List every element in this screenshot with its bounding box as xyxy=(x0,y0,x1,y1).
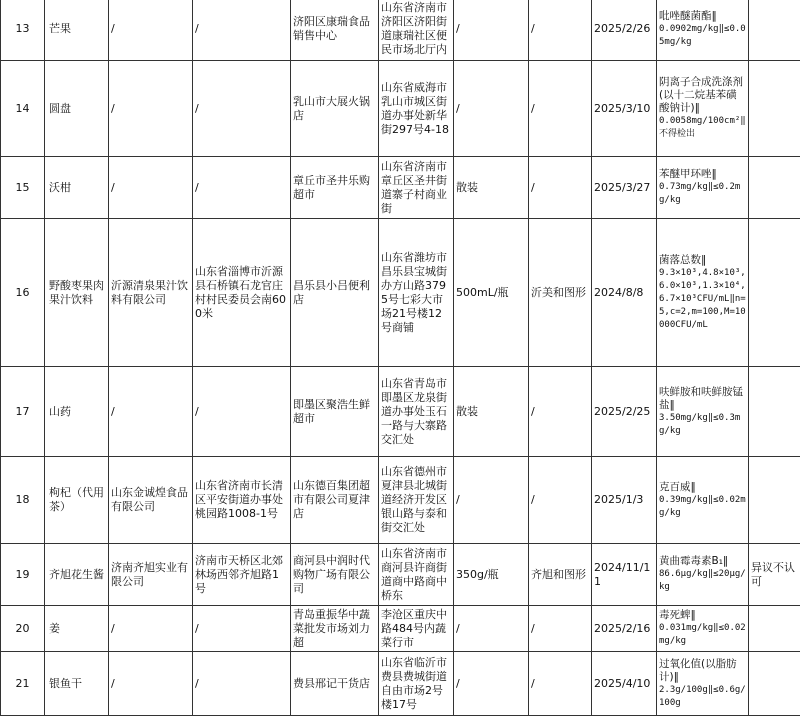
sample-name: 圆盘 xyxy=(45,61,109,157)
row-number: 18 xyxy=(1,457,45,544)
remark: 异议不认可 xyxy=(749,544,800,606)
brand: / xyxy=(529,157,592,219)
brand: / xyxy=(529,61,592,157)
brand: / xyxy=(529,652,592,716)
spec: / xyxy=(454,652,529,716)
spec: 散装 xyxy=(454,157,529,219)
seller-address: 山东省济南市商河县许商街道商中路商中桥东 xyxy=(379,544,454,606)
test-value: 3.50mg/kg‖≤0.3mg/kg xyxy=(659,412,741,436)
seller: 昌乐县小吕便利店 xyxy=(291,219,379,367)
test-value: 9.3×10³,4.8×10³,6.0×10³,1.3×10⁴,6.7×10³CFU/mL‖n=5,c=2,m=100,M=10000CFU/mL xyxy=(659,267,746,330)
seller: 青岛重振华中蔬菜批发市场刘力超 xyxy=(291,606,379,652)
production-date: 2024/8/8 xyxy=(592,219,657,367)
row-number: 17 xyxy=(1,367,45,457)
producer: 沂源清泉果汁饮料有限公司 xyxy=(109,219,193,367)
seller: 即墨区聚浩生鲜超市 xyxy=(291,367,379,457)
test-item: 呋鲜胺和呋鲜胺锰盐‖ xyxy=(659,385,743,411)
table-row xyxy=(1,652,800,716)
table-row xyxy=(1,457,800,544)
remark xyxy=(749,157,800,219)
test-result xyxy=(657,0,749,61)
brand: / xyxy=(529,606,592,652)
test-result xyxy=(657,219,749,367)
sample-name: 齐旭花生酱 xyxy=(45,544,109,606)
spec: 散装 xyxy=(454,367,529,457)
seller-address: 山东省威海市乳山市城区街道办事处新华街297号4-18 xyxy=(379,61,454,157)
sample-name: 野酸枣果肉果汁饮料 xyxy=(45,219,109,367)
test-value: 86.6μg/kg‖≤20μg/kg xyxy=(659,569,746,592)
test-result xyxy=(657,157,749,219)
sample-name: 姜 xyxy=(45,606,109,652)
seller: 山东德百集团超市有限公司夏津店 xyxy=(291,457,379,544)
test-result xyxy=(657,61,749,157)
seller: 商河县中润时代购物广场有限公司 xyxy=(291,544,379,606)
sample-name: 枸杞（代用茶） xyxy=(45,457,109,544)
test-value: 0.39mg/kg‖≤0.02mg/kg xyxy=(659,494,746,518)
sample-name: 山药 xyxy=(45,367,109,457)
table-row xyxy=(1,544,800,606)
seller-address: 山东省临沂市费县费城街道自由市场2号楼17号 xyxy=(379,652,454,716)
table-row xyxy=(1,0,800,61)
table-row xyxy=(1,367,800,457)
production-date: 2025/1/3 xyxy=(592,457,657,544)
sample-name: 芒果 xyxy=(45,0,109,61)
test-value: 2.3g/100g‖≤0.6g/100g xyxy=(659,684,746,708)
row-number: 21 xyxy=(1,652,45,716)
test-result xyxy=(657,367,749,457)
row-number: 16 xyxy=(1,219,45,367)
producer-address: / xyxy=(193,367,291,457)
test-value: 0.0058mg/100cm²‖不得检出 xyxy=(659,116,746,139)
remark xyxy=(749,61,800,157)
producer: / xyxy=(109,0,193,61)
remark xyxy=(749,457,800,544)
spec: / xyxy=(454,457,529,544)
remark xyxy=(749,652,800,716)
test-item: 黄曲霉毒素B₁‖ xyxy=(659,555,729,567)
producer-address: / xyxy=(193,0,291,61)
remark xyxy=(749,606,800,652)
test-item: 吡唑醚菌酯‖ xyxy=(659,9,717,22)
seller: 章丘市圣井乐购超市 xyxy=(291,157,379,219)
test-value: 0.0902mg/kg‖≤0.05mg/kg xyxy=(659,23,746,47)
brand: / xyxy=(529,457,592,544)
row-number: 20 xyxy=(1,606,45,652)
production-date: 2025/3/10 xyxy=(592,61,657,157)
producer-address: 济南市天桥区北郊林场西邻齐旭路1号 xyxy=(193,544,291,606)
producer: / xyxy=(109,61,193,157)
producer-address: / xyxy=(193,606,291,652)
producer: 济南齐旭实业有限公司 xyxy=(109,544,193,606)
seller-address: 山东省济南市济阳区济阳街道康瑞社区便民市场北厅内 xyxy=(379,0,454,61)
spec: / xyxy=(454,61,529,157)
producer: / xyxy=(109,157,193,219)
test-result xyxy=(657,652,749,716)
production-date: 2025/2/25 xyxy=(592,367,657,457)
table-row xyxy=(1,61,800,157)
producer-address: 山东省淄博市沂源县石桥镇石龙官庄村村民委员会南600米 xyxy=(193,219,291,367)
producer: 山东金诚煌食品有限公司 xyxy=(109,457,193,544)
producer-address: / xyxy=(193,61,291,157)
producer-address: 山东省济南市长清区平安街道办事处桃园路1008-1号 xyxy=(193,457,291,544)
brand: 齐旭和图形 xyxy=(529,544,592,606)
production-date: 2025/3/27 xyxy=(592,157,657,219)
spec: / xyxy=(454,0,529,61)
production-date: 2025/2/16 xyxy=(592,606,657,652)
remark xyxy=(749,367,800,457)
test-item: 菌落总数‖ xyxy=(659,253,707,266)
production-date: 2025/4/10 xyxy=(592,652,657,716)
remark xyxy=(749,0,800,61)
seller-address: 李沧区重庆中路484号内蔬菜行市 xyxy=(379,606,454,652)
test-result xyxy=(657,544,749,606)
test-result xyxy=(657,457,749,544)
row-number: 14 xyxy=(1,61,45,157)
production-date: 2025/2/26 xyxy=(592,0,657,61)
producer: / xyxy=(109,652,193,716)
row-number: 13 xyxy=(1,0,45,61)
production-date: 2024/11/11 xyxy=(592,544,657,606)
producer: / xyxy=(109,606,193,652)
row-number: 19 xyxy=(1,544,45,606)
test-item: 苯醚甲环唑‖ xyxy=(659,168,717,180)
table-row xyxy=(1,157,800,219)
sample-name: 银鱼干 xyxy=(45,652,109,716)
brand: / xyxy=(529,367,592,457)
test-item: 克百威‖ xyxy=(659,480,696,493)
spec: / xyxy=(454,606,529,652)
test-result xyxy=(657,606,749,652)
row-number: 15 xyxy=(1,157,45,219)
seller-address: 山东省济南市章丘区圣井街道寨子村商业街 xyxy=(379,157,454,219)
seller-address: 山东省潍坊市昌乐县宝城街办方山路3795号七彩大市场21号楼12号商铺 xyxy=(379,219,454,367)
remark xyxy=(749,219,800,367)
sample-name: 沃柑 xyxy=(45,157,109,219)
producer-address: / xyxy=(193,652,291,716)
test-value: 0.031mg/kg‖≤0.02mg/kg xyxy=(659,623,746,646)
brand: / xyxy=(529,0,592,61)
brand: 沂美和图形 xyxy=(529,219,592,367)
test-value: 0.73mg/kg‖≤0.2mg/kg xyxy=(659,182,741,205)
spec: 500mL/瓶 xyxy=(454,219,529,367)
table-row xyxy=(1,219,800,367)
seller: 乳山市大展火锅店 xyxy=(291,61,379,157)
table-row xyxy=(1,606,800,652)
producer: / xyxy=(109,367,193,457)
seller-address: 山东省青岛市即墨区龙泉街道办事处玉石一路与大寨路交汇处 xyxy=(379,367,454,457)
seller: 费县邢记干货店 xyxy=(291,652,379,716)
producer-address: / xyxy=(193,157,291,219)
test-item: 过氧化值(以脂肪计)‖ xyxy=(659,657,737,683)
spec: 350g/瓶 xyxy=(454,544,529,606)
test-item: 阴离子合成洗涤剂(以十二烷基苯磺酸钠计)‖ xyxy=(659,76,743,114)
seller-address: 山东省德州市夏津县北城街道经济开发区银山路与泰和街交汇处 xyxy=(379,457,454,544)
test-item: 毒死蜱‖ xyxy=(659,609,696,621)
seller: 济阳区康瑞食品销售中心 xyxy=(291,0,379,61)
